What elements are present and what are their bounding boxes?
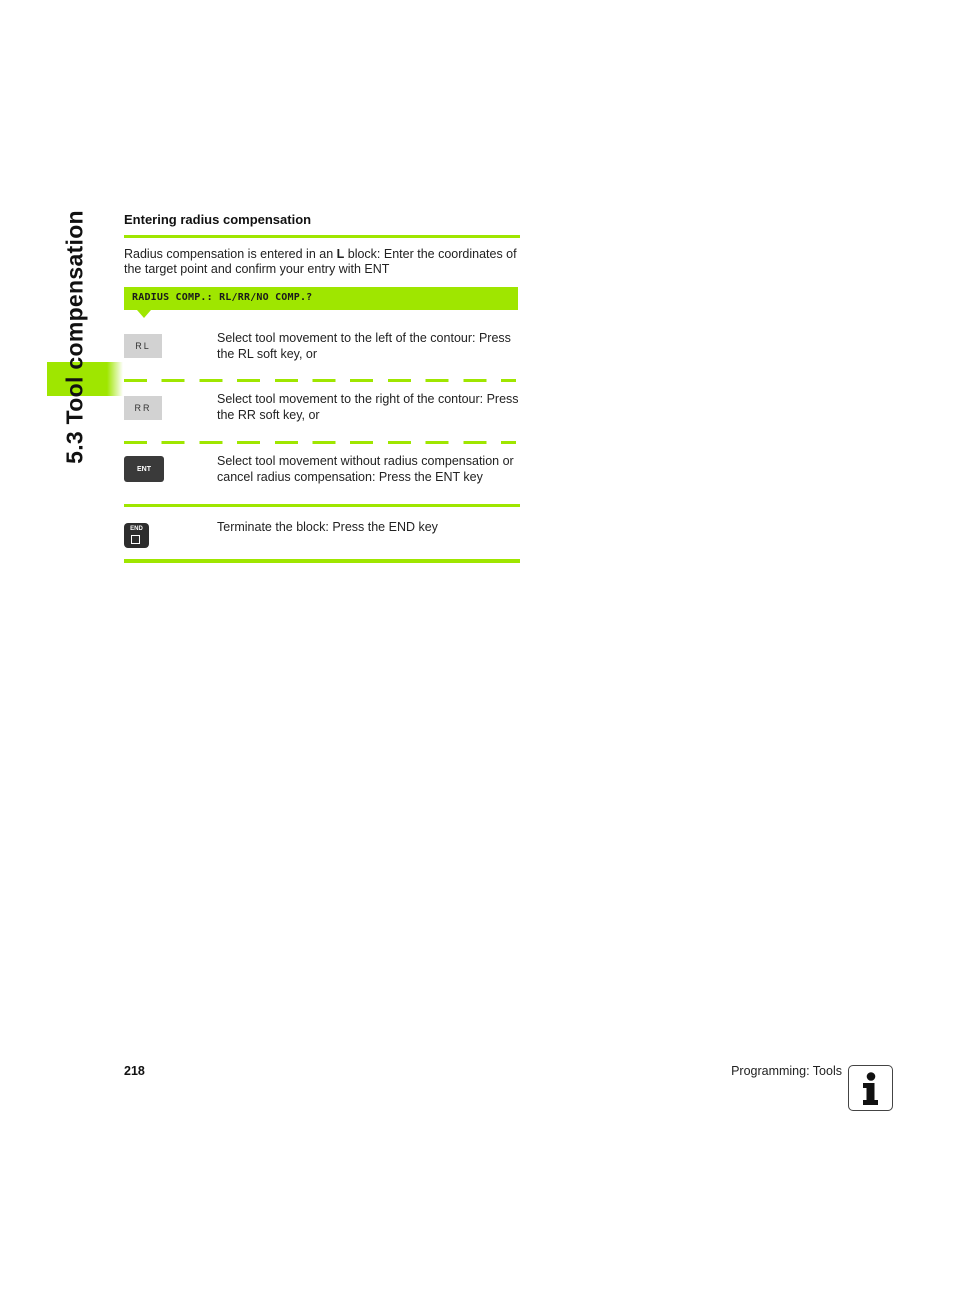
intro-text-2: block: Enter the coordinates of the target point and confirm your entry with ENT: [124, 247, 517, 276]
step-rule: [124, 504, 520, 507]
square-icon: [131, 535, 140, 544]
step-rl-text: Select tool movement to the left of the contour: Press the RL soft key, or: [217, 331, 511, 361]
dialog-pointer: [137, 310, 151, 318]
end-key[interactable]: [124, 523, 149, 548]
heading-rule: [124, 235, 520, 238]
intro-block-type: L: [336, 247, 345, 261]
intro-text-1: Radius compensation is entered in an: [124, 247, 337, 261]
section-title: 5.3 Tool compensation: [61, 210, 88, 464]
rl-softkey-label: RL: [135, 341, 151, 351]
step-ent-text: Select tool movement without radius compensation or cancel radius compensation: Press the ENT key: [217, 454, 514, 484]
rl-softkey[interactable]: [124, 334, 162, 358]
section-heading: Entering radius compensation: [124, 212, 312, 227]
dialog-prompt: RADIUS COMP.: RL/RR/NO COMP.?: [132, 292, 313, 303]
chapter-tab-fade: [107, 362, 123, 396]
chapter-footer-title: Programming: Tools: [731, 1064, 842, 1078]
end-key-label: END: [130, 526, 143, 532]
ent-key[interactable]: [124, 456, 164, 482]
intro-paragraph: [124, 247, 520, 276]
bottom-rule: [124, 559, 520, 563]
step-end-text: Terminate the block: Press the END key: [217, 520, 438, 534]
step-divider: [124, 441, 516, 444]
page-number: 218: [124, 1064, 145, 1078]
rr-softkey-label: RR: [134, 403, 152, 413]
step-rr-text: Select tool movement to the right of the contour: Press the RR soft key, or: [217, 392, 519, 422]
ent-key-label: ENT: [137, 465, 151, 473]
rr-softkey[interactable]: [124, 396, 162, 420]
step-divider: [124, 379, 516, 382]
dialog-prompt-bar: [124, 287, 518, 310]
info-i-icon: [848, 1065, 893, 1111]
